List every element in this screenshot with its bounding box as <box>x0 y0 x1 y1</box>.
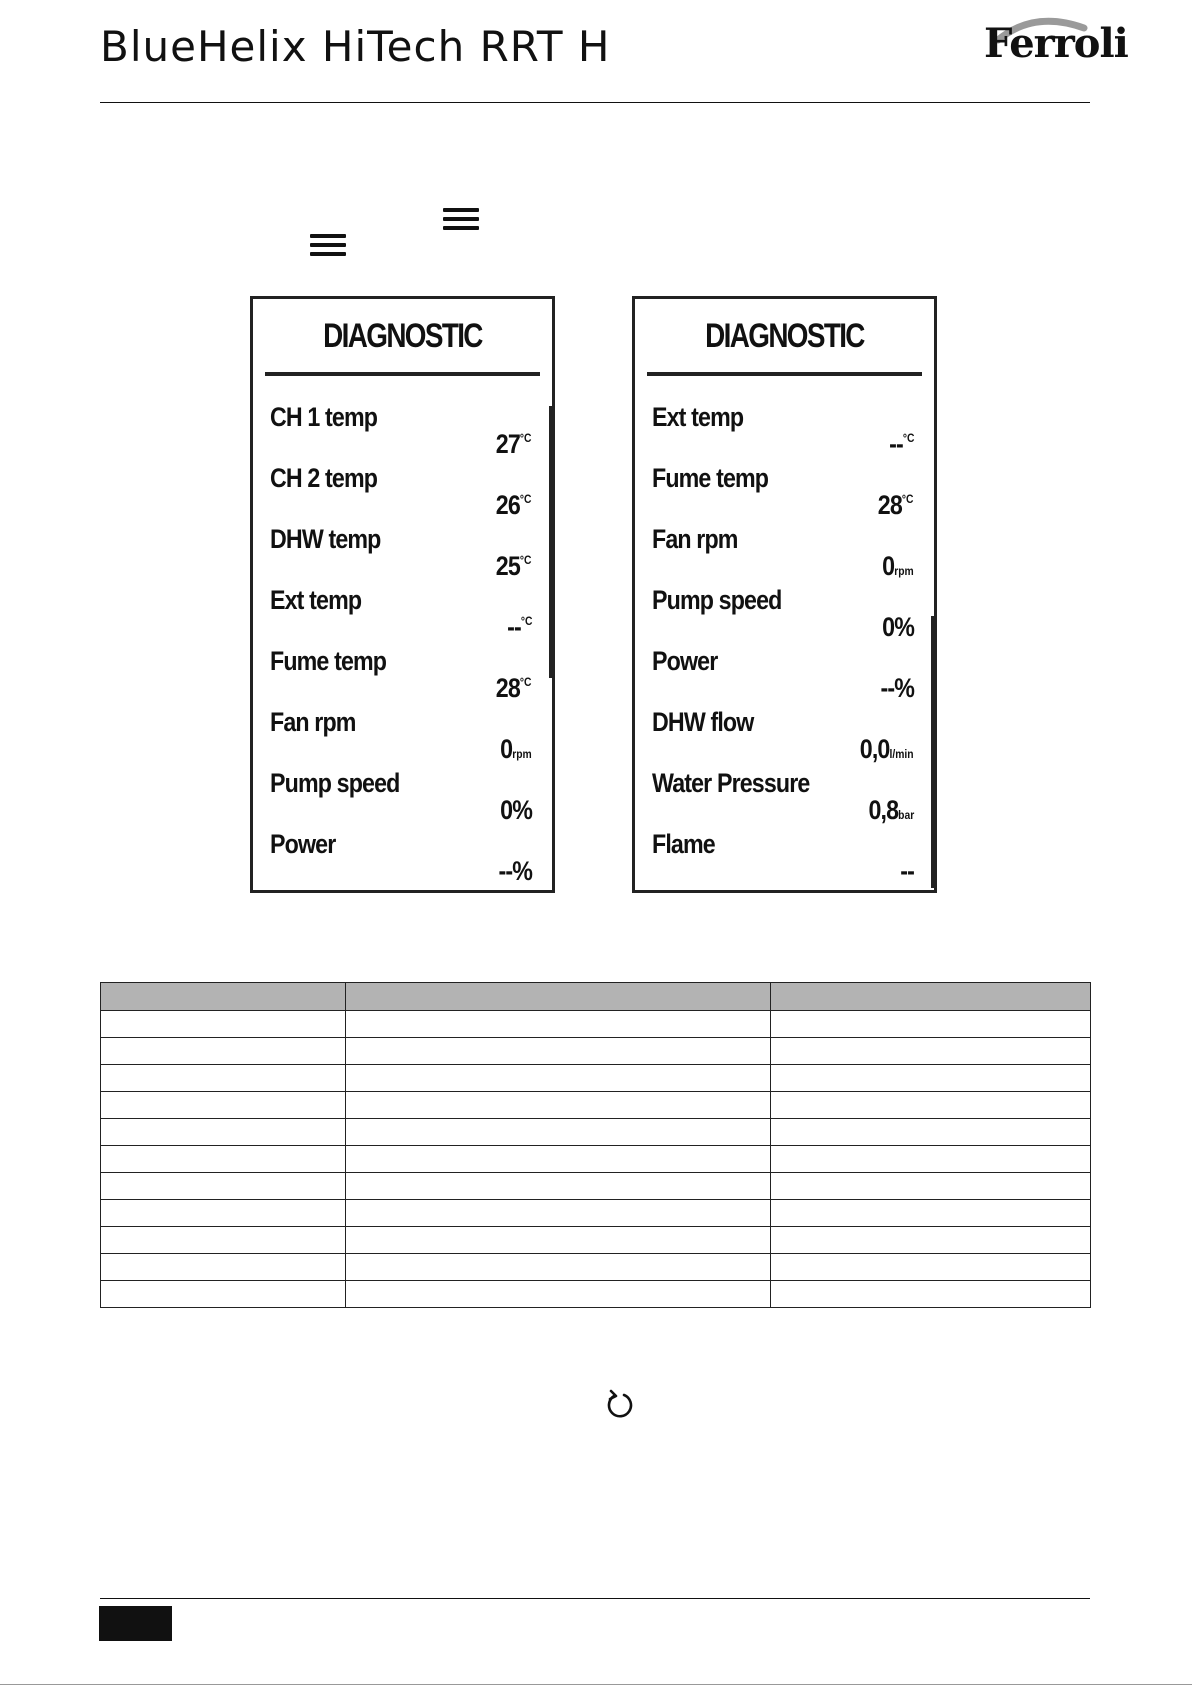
diagnostic-value <box>878 490 914 521</box>
diagnostic-row <box>635 585 934 646</box>
table-cell <box>771 1227 1091 1254</box>
value-unit: bar <box>897 808 914 822</box>
document-title: BlueHelix HiTech RRT H <box>100 22 611 71</box>
table-cell <box>771 1281 1091 1308</box>
table-cell <box>101 1011 346 1038</box>
table-header-cell <box>771 983 1091 1011</box>
table-header-cell <box>101 983 346 1011</box>
diagnostic-value <box>496 673 532 704</box>
diagnostic-row <box>253 524 552 585</box>
table-cell <box>771 1173 1091 1200</box>
diagnostic-screen-2 <box>632 296 937 893</box>
value-number: -- <box>506 612 521 642</box>
scrollbar[interactable] <box>931 616 936 888</box>
diagnostic-value <box>900 856 914 887</box>
value-number: 0 <box>882 551 895 581</box>
footer-divider <box>100 1598 1090 1599</box>
diagnostic-label: Water Pressure <box>652 768 810 798</box>
table-header-cell <box>346 983 771 1011</box>
menu-icon <box>310 234 346 260</box>
screen-title: DIAGNOSTIC <box>705 317 864 355</box>
diagnostic-row <box>253 768 552 829</box>
table-cell <box>346 1227 771 1254</box>
diagnostic-value <box>882 551 914 582</box>
value-unit: °C <box>520 614 532 628</box>
table-cell <box>346 1011 771 1038</box>
diagnostic-row <box>253 463 552 524</box>
table-row <box>101 1146 1091 1173</box>
diagnostic-value <box>500 734 532 765</box>
value-number: 0% <box>882 612 914 642</box>
diagnostic-value <box>860 734 914 765</box>
value-number: 0% <box>500 795 532 825</box>
table-row <box>101 1281 1091 1308</box>
diagnostic-label: DHW temp <box>270 524 381 554</box>
diagnostic-row <box>635 646 934 707</box>
table-cell <box>771 1092 1091 1119</box>
table-cell <box>771 1254 1091 1281</box>
table-cell <box>771 1065 1091 1092</box>
value-number: 26 <box>496 490 521 520</box>
value-number: --% <box>880 673 914 703</box>
diagnostic-value <box>496 490 532 521</box>
value-number: 0,0 <box>860 734 890 764</box>
diagnostic-row <box>635 524 934 585</box>
diagnostic-value <box>498 856 532 887</box>
table-cell <box>101 1065 346 1092</box>
table-row <box>101 1065 1091 1092</box>
diagnostic-value <box>882 612 914 643</box>
menu-icon <box>443 208 479 234</box>
diagnostic-value <box>496 551 532 582</box>
diagnostic-label: Ext temp <box>270 585 362 615</box>
diagnostic-row <box>635 829 934 890</box>
value-number: 25 <box>496 551 521 581</box>
page-number-box <box>99 1606 172 1641</box>
table-cell <box>346 1254 771 1281</box>
value-unit: l/min <box>889 747 914 761</box>
diagnostic-label: CH 2 temp <box>270 463 378 493</box>
diagnostic-value <box>880 673 914 704</box>
table-cell <box>346 1200 771 1227</box>
table-cell <box>771 1011 1091 1038</box>
value-number: 28 <box>878 490 903 520</box>
diagnostic-label: Pump speed <box>652 585 782 615</box>
table-row <box>101 1119 1091 1146</box>
value-unit: °C <box>520 431 532 445</box>
table-cell <box>346 1092 771 1119</box>
diagnostic-row <box>253 402 552 463</box>
table-cell <box>101 1227 346 1254</box>
diagnostic-row <box>635 402 934 463</box>
value-unit: °C <box>520 675 532 689</box>
table-cell <box>346 1038 771 1065</box>
table-cell <box>346 1173 771 1200</box>
value-unit: °C <box>520 492 532 506</box>
value-number: 0 <box>500 734 513 764</box>
diagnostic-value <box>496 429 532 460</box>
table-cell <box>346 1146 771 1173</box>
table-row <box>101 1173 1091 1200</box>
value-unit: rpm <box>512 747 532 761</box>
table-header-row <box>101 983 1091 1011</box>
table-cell <box>101 1119 346 1146</box>
table-row <box>101 1200 1091 1227</box>
value-number: 27 <box>496 429 521 459</box>
diagnostic-label: CH 1 temp <box>270 402 378 432</box>
value-number: 0,8 <box>868 795 898 825</box>
table-cell <box>771 1200 1091 1227</box>
diagnostic-label: Ext temp <box>652 402 744 432</box>
table-row <box>101 1092 1091 1119</box>
table-row <box>101 1227 1091 1254</box>
table-cell <box>346 1119 771 1146</box>
table-cell <box>101 1092 346 1119</box>
parameter-table <box>100 982 1091 1308</box>
diagnostic-label: DHW flow <box>652 707 754 737</box>
diagnostic-label: Power <box>270 829 336 859</box>
diagnostic-value <box>500 795 532 826</box>
diagnostic-label: Fan rpm <box>652 524 738 554</box>
table-row <box>101 1011 1091 1038</box>
scrollbar[interactable] <box>549 406 554 678</box>
diagnostic-label: Fan rpm <box>270 707 356 737</box>
value-unit: °C <box>902 492 914 506</box>
table-cell <box>101 1173 346 1200</box>
diagnostic-row <box>635 768 934 829</box>
diagnostic-label: Flame <box>652 829 715 859</box>
table-cell <box>101 1254 346 1281</box>
table-cell <box>771 1146 1091 1173</box>
table-cell <box>101 1038 346 1065</box>
header-divider <box>100 102 1090 103</box>
table-row <box>101 1254 1091 1281</box>
value-number: 28 <box>496 673 521 703</box>
diagnostic-row <box>635 707 934 768</box>
value-number: -- <box>900 856 914 886</box>
table-cell <box>101 1281 346 1308</box>
value-unit: rpm <box>894 564 914 578</box>
diagnostic-row <box>253 585 552 646</box>
value-unit: °C <box>902 431 914 445</box>
table-cell <box>771 1119 1091 1146</box>
ferroli-logo: Ferroli <box>984 20 1128 67</box>
table-row <box>101 1038 1091 1065</box>
diagnostic-row <box>635 463 934 524</box>
refresh-icon <box>604 1388 636 1422</box>
table-cell <box>101 1200 346 1227</box>
table-cell <box>346 1065 771 1092</box>
diagnostic-label: Fume temp <box>652 463 769 493</box>
screen-title-divider <box>647 372 922 376</box>
diagnostic-row <box>253 707 552 768</box>
diagnostic-row <box>253 829 552 890</box>
diagnostic-value <box>507 612 532 643</box>
value-number: --% <box>498 856 532 886</box>
diagnostic-label: Fume temp <box>270 646 387 676</box>
table-cell <box>346 1281 771 1308</box>
diagnostic-screen-1 <box>250 296 555 893</box>
value-number: -- <box>888 429 903 459</box>
screen-title: DIAGNOSTIC <box>323 317 482 355</box>
diagnostic-value <box>889 429 914 460</box>
table-cell <box>101 1146 346 1173</box>
screen-title-divider <box>265 372 540 376</box>
diagnostic-value <box>868 795 914 826</box>
value-unit: °C <box>520 553 532 567</box>
diagnostic-row <box>253 646 552 707</box>
diagnostic-label: Pump speed <box>270 768 400 798</box>
table-cell <box>771 1038 1091 1065</box>
diagnostic-label: Power <box>652 646 718 676</box>
